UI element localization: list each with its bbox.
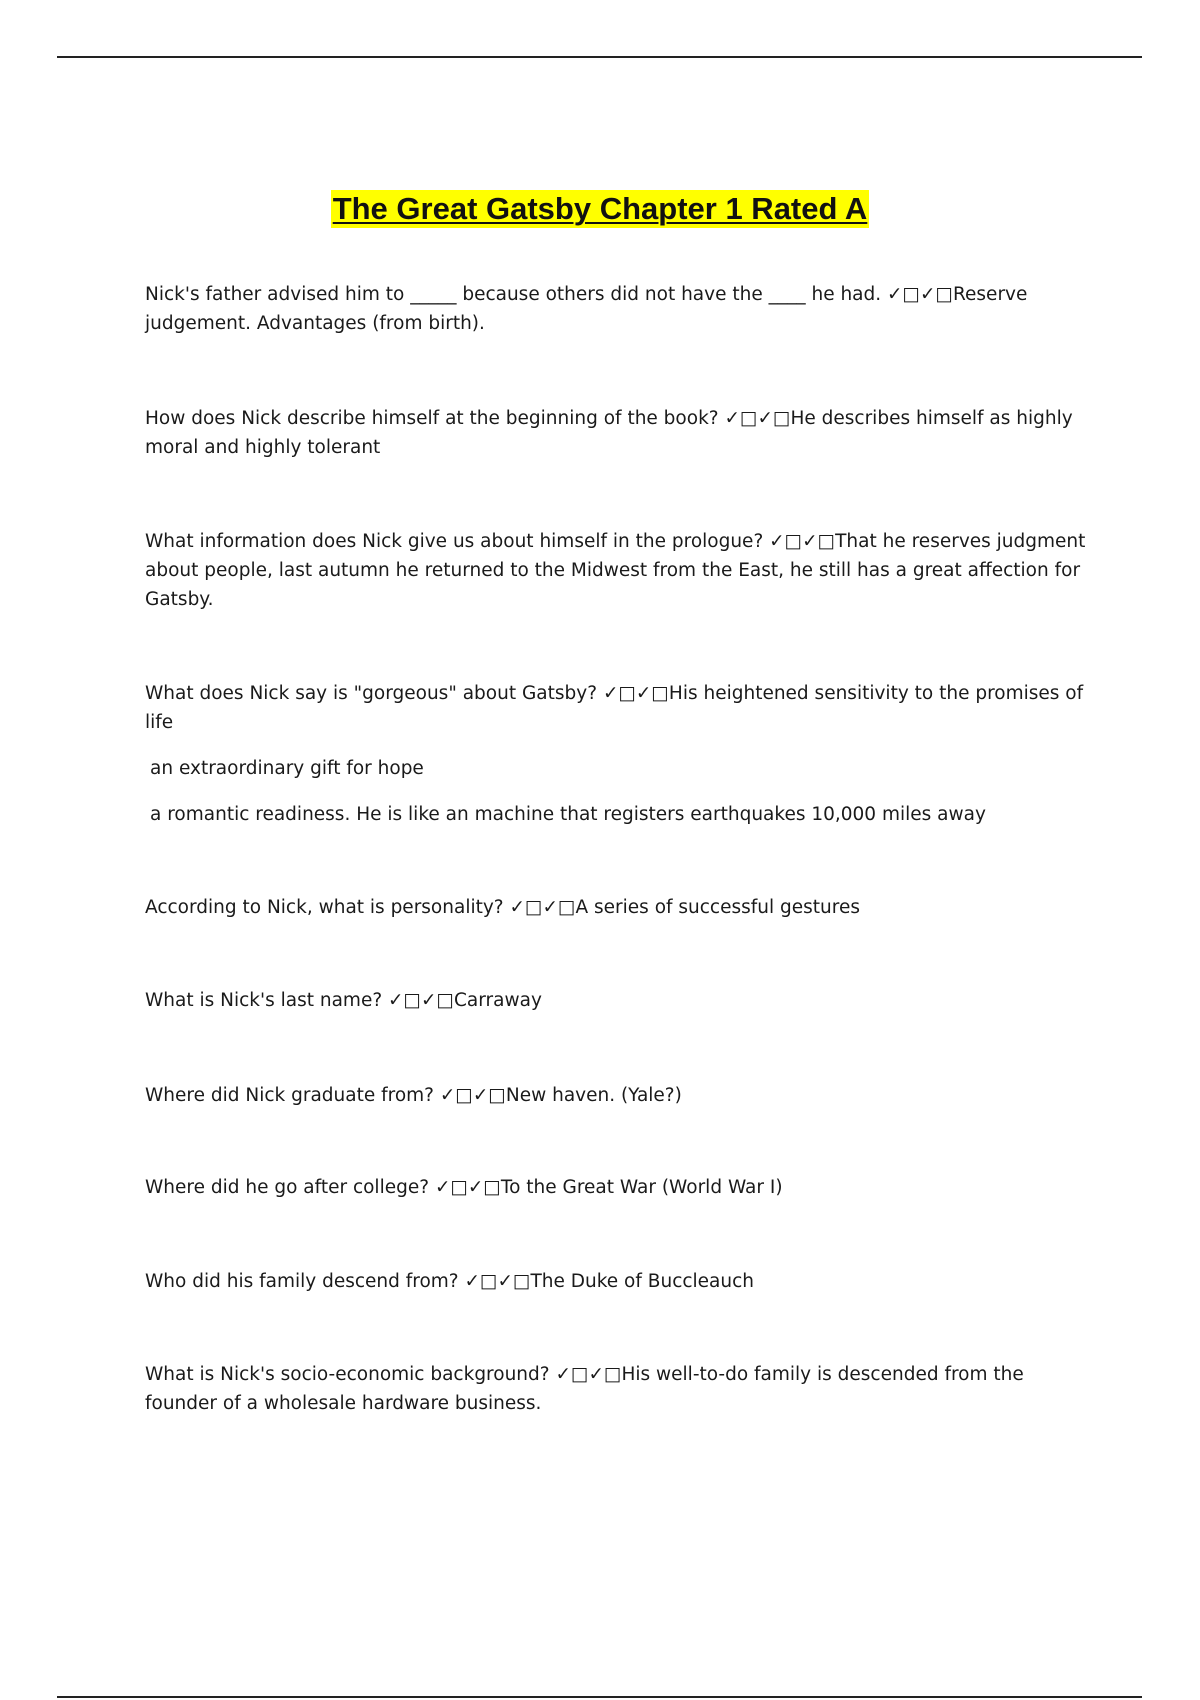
question-text: What is Nick's socio-economic background? (145, 1364, 550, 1385)
question-text: Where did he go after college? (145, 1177, 430, 1198)
answer-text: Carraway (454, 990, 542, 1011)
qa-item (145, 1081, 1090, 1110)
question-text: Nick's father advised him to _____ because others did not have the ____ he had. (145, 284, 882, 305)
answer-marker: ✓□✓□ (509, 897, 576, 918)
answer-text: The Duke of Buccleauch (530, 1271, 755, 1292)
answer-marker: ✓□✓□ (555, 1364, 622, 1385)
answer-marker: ✓□✓□ (724, 408, 791, 429)
qa-item (145, 280, 1090, 338)
answer-marker: ✓□✓□ (388, 990, 455, 1011)
answer-text: His well-to-do family is descended from the founder of a wholesale hardware business. (145, 1364, 1024, 1414)
answer-continuation: a romantic readiness. He is like an machine that registers earthquakes 10,000 miles away (150, 804, 986, 825)
question-text: What does Nick say is "gorgeous" about Gatsby? (145, 683, 598, 704)
qa-item (145, 679, 1090, 737)
answer-continuation: an extraordinary gift for hope (150, 758, 424, 779)
document-title: The Great Gatsby Chapter 1 Rated A (332, 191, 868, 226)
answer-marker: ✓□✓□ (464, 1271, 531, 1292)
qa-item (145, 527, 1090, 614)
answer-text: He describes himself as highly moral and highly tolerant (145, 408, 1073, 458)
answer-text: That he reserves judgment about people, last autumn he returned to the Midwest from the East, he still has a great affection for Gatsby. (145, 531, 1086, 610)
answer-marker: ✓□✓□ (769, 531, 836, 552)
answer-text: To the Great War (World War I) (500, 1177, 783, 1198)
qa-item (145, 893, 1090, 922)
answer-text: Reserve judgement. Advantages (from birth). (145, 284, 1028, 334)
qa-item (145, 1173, 1090, 1202)
answer-text: A series of successful gestures (575, 897, 860, 918)
question-text: Who did his family descend from? (145, 1271, 459, 1292)
question-text: According to Nick, what is personality? (145, 897, 504, 918)
answer-marker: ✓□✓□ (887, 284, 954, 305)
qa-item (145, 1267, 1090, 1296)
title-container (0, 190, 1200, 228)
qa-item (145, 986, 1090, 1015)
answer-text: New haven. (Yale?) (505, 1085, 682, 1106)
page-top-rule (57, 56, 1142, 58)
answer-marker: ✓□✓□ (434, 1177, 501, 1198)
answer-marker: ✓□✓□ (439, 1085, 506, 1106)
answer-text: His heightened sensitivity to the promises of life (145, 683, 1084, 733)
question-text: Where did Nick graduate from? (145, 1085, 434, 1106)
question-text: What information does Nick give us about himself in the prologue? (145, 531, 764, 552)
question-text: How does Nick describe himself at the beginning of the book? (145, 408, 719, 429)
qa-item (145, 1360, 1090, 1418)
qa-item (145, 404, 1090, 462)
question-text: What is Nick's last name? (145, 990, 383, 1011)
page-bottom-rule (57, 1696, 1142, 1698)
answer-marker: ✓□✓□ (602, 683, 669, 704)
